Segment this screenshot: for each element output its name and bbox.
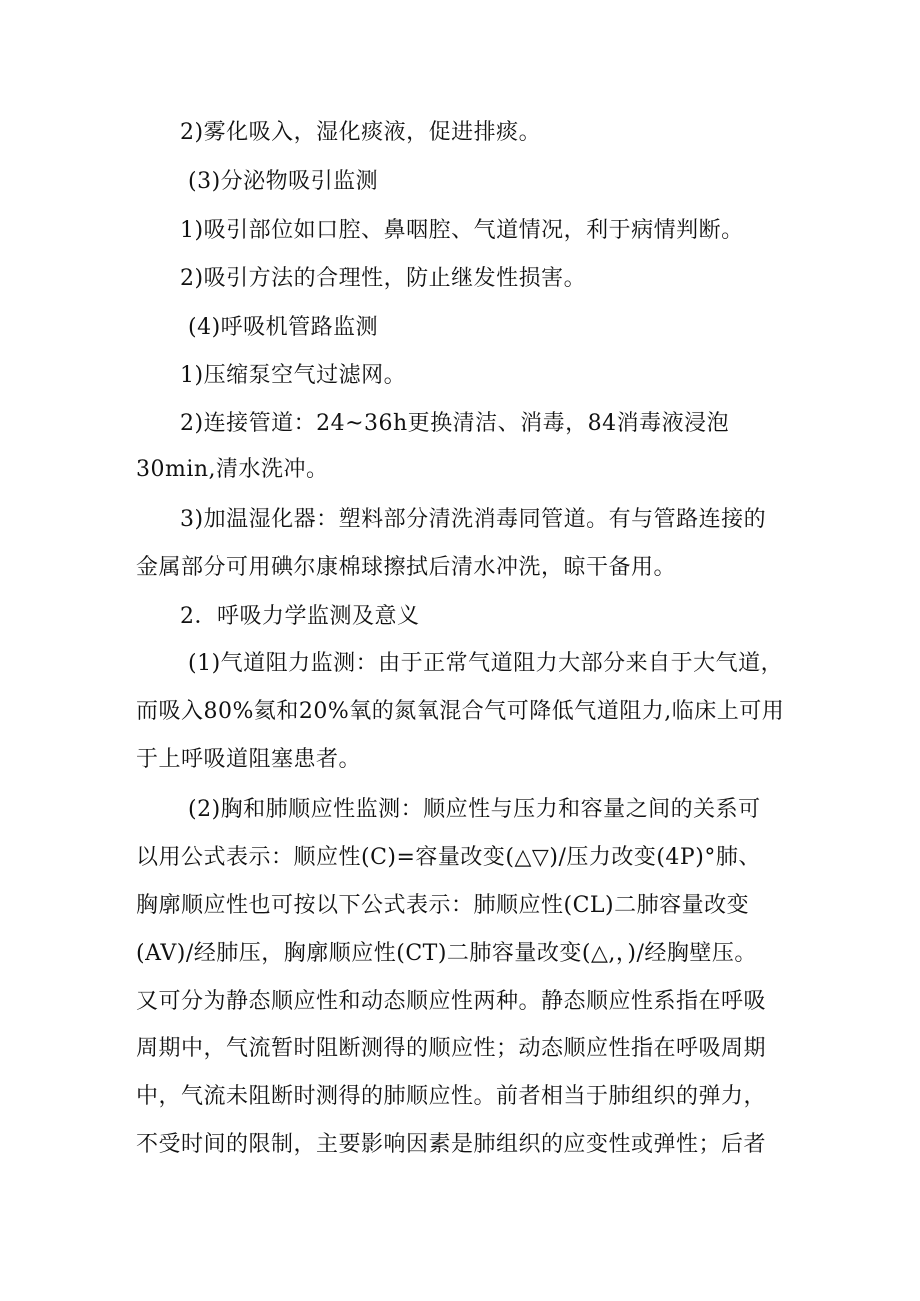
text-line: 1)吸引部位如口腔、鼻咽腔、气道情况，利于病情判断。 <box>180 218 744 243</box>
text-line: 周期中，气流暂时阻断测得的顺应性；动态顺应性指在呼吸周期 <box>136 1036 767 1061</box>
text-line: 2)吸引方法的合理性，防止继发性损害。 <box>180 266 587 291</box>
text-line: (AV)/经肺压，胸廓顺应性(CT)二肺容量改变(△,，)/经胸壁压。 <box>136 941 757 966</box>
text-line: 于上呼吸道阻塞患者。 <box>136 747 362 772</box>
text-line: 又可分为静态顺应性和动态顺应性两种。静态顺应性系指在呼吸 <box>136 989 767 1014</box>
section-heading: 2．呼吸力学监测及意义 <box>180 604 420 629</box>
text-line: 2)雾化吸入，湿化痰液，促进排痰。 <box>180 120 542 145</box>
text-line: 以用公式表示：顺应性(C)=容量改变(△▽)/压力改变(4P)°肺、 <box>136 845 761 870</box>
text-line: 中，气流未阻断时测得的肺顺应性。前者相当于肺组织的弹力， <box>136 1084 767 1109</box>
section-heading: (3)分泌物吸引监测 <box>188 169 379 194</box>
text-line: 2)连接管道：24~36h更换清洁、消毒，84消毒液浸泡 <box>180 411 730 436</box>
section-heading: (4)呼吸机管路监测 <box>188 315 379 340</box>
text-line: 1)压缩泵空气过滤网。 <box>180 363 407 388</box>
text-line: 而吸入80%氦和20%氧的氮氧混合气可降低气道阻力,临床上可用 <box>136 699 785 724</box>
text-line: 金属部分可用碘尔康棉球擦拭后清水冲洗，晾干备用。 <box>136 555 677 580</box>
text-line: 胸廓顺应性也可按以下公式表示：肺顺应性(CL)二肺容量改变 <box>136 893 750 918</box>
text-line: 3)加温湿化器：塑料部分清洗消毒同管道。有与管路连接的 <box>180 507 767 532</box>
text-line: (2)胸和肺顺应性监测：顺应性与压力和容量之间的关系可 <box>188 797 761 822</box>
text-line: 30min,清水洗冲。 <box>136 457 329 482</box>
text-line: (1)气道阻力监测：由于正常气道阻力大部分来自于大气道， <box>188 651 784 676</box>
text-line: 不受时间的限制，主要影响因素是肺组织的应变性或弹性；后者 <box>136 1132 767 1157</box>
